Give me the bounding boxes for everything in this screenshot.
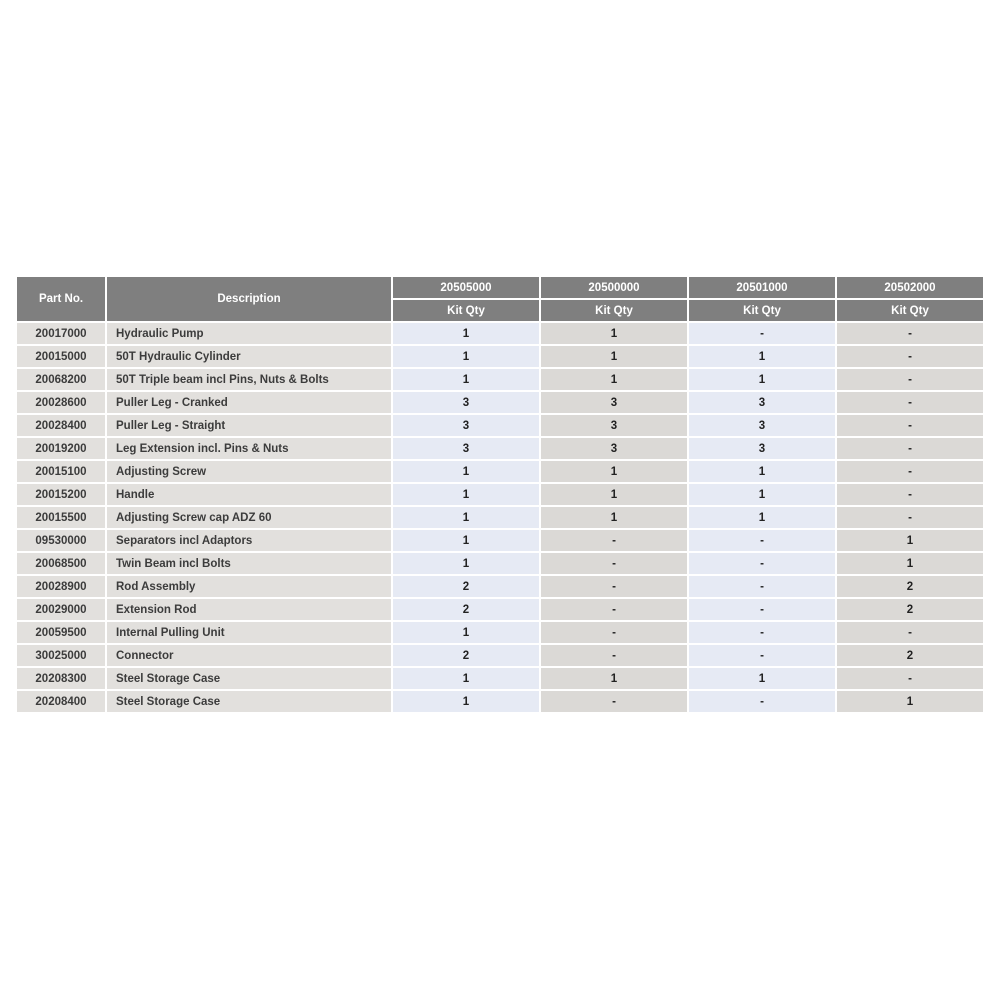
kit-qty-cell: 1	[689, 507, 835, 528]
kit-qty-cell: 1	[837, 530, 983, 551]
kit-qty-cell: 1	[393, 461, 539, 482]
part-no-cell: 20029000	[17, 599, 105, 620]
part-no-cell: 20028900	[17, 576, 105, 597]
kit-qty-cell: -	[541, 530, 687, 551]
parts-kit-table	[15, 275, 985, 714]
description-cell: Puller Leg - Straight	[107, 415, 391, 436]
kit-qty-cell: 1	[393, 323, 539, 344]
kit-qty-cell: -	[541, 576, 687, 597]
description-cell: Puller Leg - Cranked	[107, 392, 391, 413]
kit-qty-cell: 1	[541, 484, 687, 505]
kit-qty-cell: 1	[837, 553, 983, 574]
kit-qty-cell: -	[689, 599, 835, 620]
header-kit-20505000: 20505000	[393, 277, 539, 298]
description-cell: Adjusting Screw	[107, 461, 391, 482]
description-cell: Leg Extension incl. Pins & Nuts	[107, 438, 391, 459]
kit-qty-cell: 1	[689, 346, 835, 367]
kit-qty-cell: 2	[837, 599, 983, 620]
table-row	[17, 461, 983, 482]
part-no-cell: 20028400	[17, 415, 105, 436]
table-row	[17, 622, 983, 643]
description-cell: 50T Hydraulic Cylinder	[107, 346, 391, 367]
kit-qty-cell: 2	[837, 645, 983, 666]
kit-qty-cell: 3	[541, 415, 687, 436]
kit-qty-cell: -	[837, 369, 983, 390]
kit-qty-cell: -	[689, 576, 835, 597]
part-no-cell: 20059500	[17, 622, 105, 643]
parts-table-body	[17, 323, 983, 712]
table-row	[17, 668, 983, 689]
kit-qty-cell: 1	[541, 323, 687, 344]
kit-qty-cell: -	[689, 622, 835, 643]
kit-qty-cell: -	[541, 622, 687, 643]
kit-qty-cell: 1	[393, 668, 539, 689]
description-cell: Twin Beam incl Bolts	[107, 553, 391, 574]
table-row	[17, 691, 983, 712]
header-kit-20500000: 20500000	[541, 277, 687, 298]
kit-qty-cell: 1	[393, 553, 539, 574]
kit-qty-cell: 1	[393, 691, 539, 712]
kit-qty-cell: -	[541, 645, 687, 666]
kit-qty-cell: 1	[837, 691, 983, 712]
description-cell: Steel Storage Case	[107, 691, 391, 712]
kit-qty-cell: -	[837, 461, 983, 482]
description-cell: 50T Triple beam incl Pins, Nuts & Bolts	[107, 369, 391, 390]
header-kit-qty-2: Kit Qty	[541, 300, 687, 321]
table-row	[17, 392, 983, 413]
part-no-cell: 20208400	[17, 691, 105, 712]
table-row	[17, 346, 983, 367]
kit-qty-cell: 2	[393, 645, 539, 666]
table-row	[17, 599, 983, 620]
kit-qty-cell: -	[837, 346, 983, 367]
table-row	[17, 369, 983, 390]
part-no-cell: 30025000	[17, 645, 105, 666]
part-no-cell: 20017000	[17, 323, 105, 344]
kit-qty-cell: -	[689, 553, 835, 574]
kit-qty-cell: 2	[393, 599, 539, 620]
kit-qty-cell: -	[837, 668, 983, 689]
header-kit-qty-3: Kit Qty	[689, 300, 835, 321]
kit-qty-cell: -	[541, 553, 687, 574]
kit-qty-cell: 1	[393, 346, 539, 367]
kit-qty-cell: 1	[541, 369, 687, 390]
kit-qty-cell: 2	[837, 576, 983, 597]
kit-qty-cell: 1	[393, 507, 539, 528]
table-row	[17, 507, 983, 528]
table-row	[17, 553, 983, 574]
kit-qty-cell: 3	[541, 392, 687, 413]
description-cell: Connector	[107, 645, 391, 666]
kit-qty-cell: 1	[541, 668, 687, 689]
kit-qty-cell: 1	[393, 530, 539, 551]
kit-qty-cell: 3	[689, 415, 835, 436]
table-row	[17, 484, 983, 505]
header-kit-qty-1: Kit Qty	[393, 300, 539, 321]
table-header	[17, 277, 983, 321]
part-no-cell: 20015000	[17, 346, 105, 367]
kit-qty-cell: -	[689, 645, 835, 666]
kit-qty-cell: 1	[689, 461, 835, 482]
kit-qty-cell: 1	[541, 346, 687, 367]
header-kit-qty-4: Kit Qty	[837, 300, 983, 321]
header-description: Description	[107, 277, 391, 321]
kit-qty-cell: 1	[689, 668, 835, 689]
kit-qty-cell: 1	[689, 369, 835, 390]
description-cell: Hydraulic Pump	[107, 323, 391, 344]
kit-qty-cell: -	[837, 622, 983, 643]
kit-qty-cell: 1	[393, 622, 539, 643]
part-no-cell: 20015100	[17, 461, 105, 482]
kit-qty-cell: 3	[393, 392, 539, 413]
part-no-cell: 20068500	[17, 553, 105, 574]
table-row	[17, 323, 983, 344]
kit-qty-cell: 3	[689, 438, 835, 459]
description-cell: Adjusting Screw cap ADZ 60	[107, 507, 391, 528]
kit-qty-cell: 3	[689, 392, 835, 413]
table-row	[17, 438, 983, 459]
kit-qty-cell: -	[837, 392, 983, 413]
description-cell: Steel Storage Case	[107, 668, 391, 689]
header-kit-20502000: 20502000	[837, 277, 983, 298]
kit-qty-cell: -	[541, 691, 687, 712]
kit-qty-cell: 2	[393, 576, 539, 597]
description-cell: Internal Pulling Unit	[107, 622, 391, 643]
part-no-cell: 20015500	[17, 507, 105, 528]
header-row-kit-numbers	[17, 277, 983, 298]
kit-qty-cell: 1	[541, 507, 687, 528]
kit-qty-cell: -	[689, 323, 835, 344]
kit-qty-cell: -	[837, 507, 983, 528]
kit-qty-cell: 3	[393, 438, 539, 459]
description-cell: Separators incl Adaptors	[107, 530, 391, 551]
header-part-no: Part No.	[17, 277, 105, 321]
kit-qty-cell: -	[837, 438, 983, 459]
kit-qty-cell: 1	[393, 369, 539, 390]
part-no-cell: 20015200	[17, 484, 105, 505]
kit-qty-cell: -	[689, 691, 835, 712]
part-no-cell: 20028600	[17, 392, 105, 413]
header-kit-20501000: 20501000	[689, 277, 835, 298]
kit-qty-cell: 3	[393, 415, 539, 436]
kit-qty-cell: -	[541, 599, 687, 620]
table-row	[17, 530, 983, 551]
kit-qty-cell: 1	[689, 484, 835, 505]
table-row	[17, 645, 983, 666]
kit-qty-cell: 3	[541, 438, 687, 459]
kit-qty-cell: -	[689, 530, 835, 551]
kit-qty-cell: -	[837, 415, 983, 436]
kit-qty-cell: 1	[541, 461, 687, 482]
kit-qty-cell: -	[837, 323, 983, 344]
table-row	[17, 415, 983, 436]
description-cell: Rod Assembly	[107, 576, 391, 597]
table-row	[17, 576, 983, 597]
description-cell: Handle	[107, 484, 391, 505]
kit-qty-cell: 1	[393, 484, 539, 505]
part-no-cell: 09530000	[17, 530, 105, 551]
part-no-cell: 20208300	[17, 668, 105, 689]
part-no-cell: 20068200	[17, 369, 105, 390]
part-no-cell: 20019200	[17, 438, 105, 459]
description-cell: Extension Rod	[107, 599, 391, 620]
kit-qty-cell: -	[837, 484, 983, 505]
